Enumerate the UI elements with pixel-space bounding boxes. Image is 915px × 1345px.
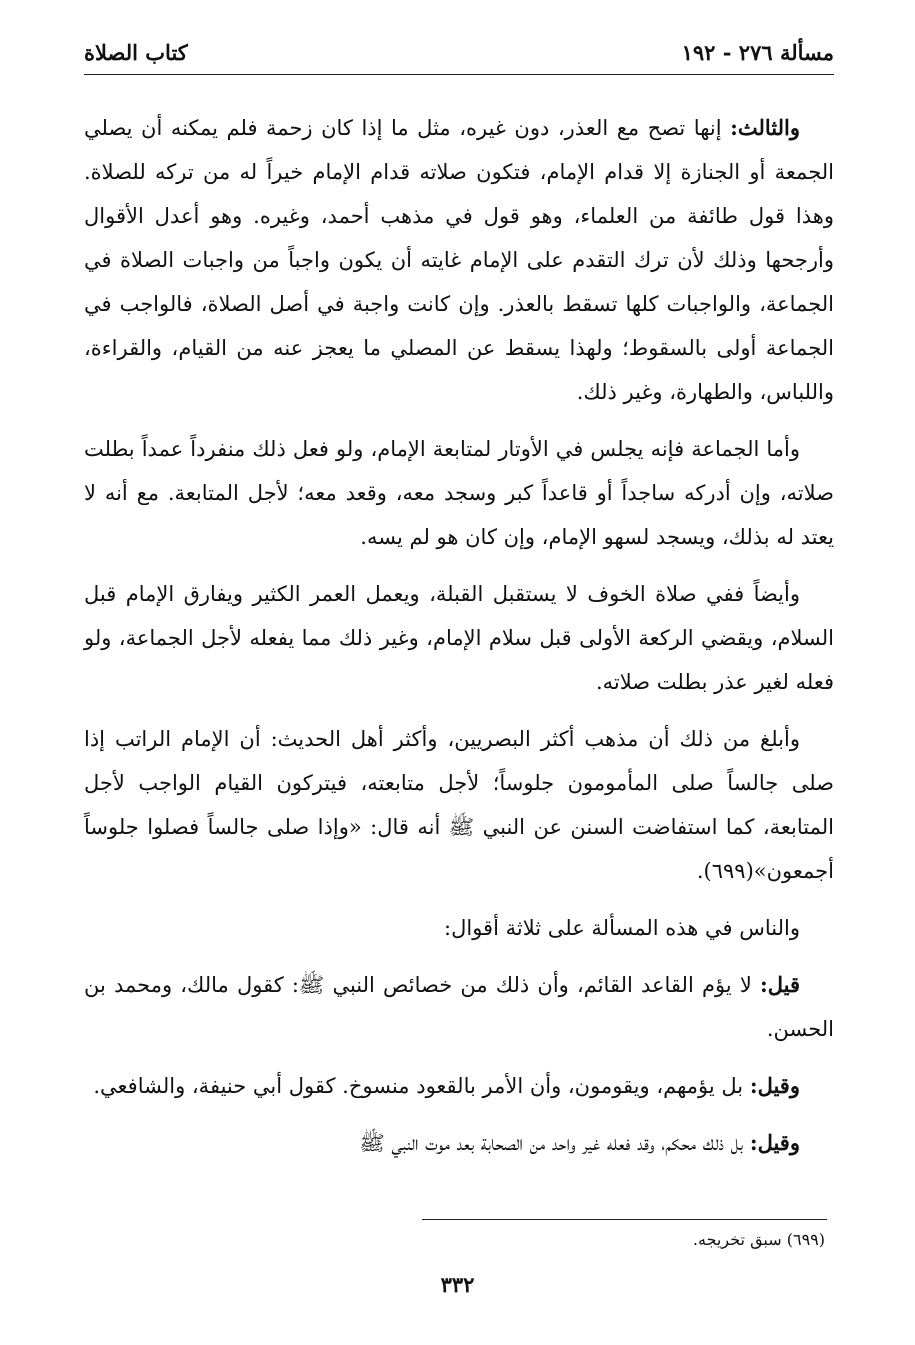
paragraph-congregation: [84, 427, 834, 559]
paragraph-lead: قيل:: [759, 972, 800, 997]
paragraph-body: بل ذلك محكم، وقد فعله غير واحد من الصحابة بعد موت النبي ﷺ: [359, 1131, 750, 1155]
paragraph-fear-prayer: [84, 572, 834, 704]
paragraph-lead: والثالث:: [730, 115, 800, 140]
main-text: [84, 106, 834, 1178]
paragraph-lead: وقيل:: [749, 1130, 800, 1155]
footnote: (٦٩٩) سبق تخريجه.: [692, 1230, 825, 1249]
paragraph-lead: وقيل:: [749, 1073, 800, 1098]
running-header: [84, 34, 834, 70]
paragraph-body: إنها تصح مع العذر، دون غيره، مثل ما إذا كان زحمة فلم يمكنه أن يصلي الجمعة أو الجنازة إلا قدام الإمام، فتكون صلاته قدام الإمام خيراً له من تركه للصلاة. وهذا قول طائفة من العلماء، وهو قول في مذهب أحمد، وغيره. وهو أعدل الأقوال وأرجحها وذلك لأن ترك التقدم على الإمام غايته أن يكون واجباً من واجبات الصلاة في الجماعة، والواجبات كلها تسقط بالعذر. وإن كانت واجبة في أصل الصلاة، فالواجب في الجماعة أولى بالسقوط؛ ولهذا يسقط عن المصلي ما يعجز عنه من القيام، والقراءة، واللباس، والطهارة، وغير ذلك.: [84, 116, 834, 404]
paragraph-body: لا يؤم القاعد القائم، وأن ذلك من خصائص النبي ﷺ: كقول مالك، ومحمد بن الحسن.: [84, 973, 834, 1041]
paragraph-body: والناس في هذه المسألة على ثلاثة أقوال:: [444, 916, 800, 940]
paragraph-body: وأبلغ من ذلك أن مذهب أكثر البصريين، وأكثر أهل الحديث: أن الإمام الراتب إذا صلى جالساً صلى المأمومون جلوساً؛ لأجل متابعته، فيتركون القيام الواجب لأجل المتابعة، كما استفاضت السنن عن النبي ﷺ أنه قال: «وإذا صلى جالساً فصلوا جلوساً أجمعون»(٦٩٩).: [84, 727, 834, 883]
page-number: ٣٣٢: [440, 1272, 475, 1297]
paragraph-opinion-two: [84, 1064, 834, 1108]
paragraph-body: وأما الجماعة فإنه يجلس في الأوتار لمتابعة الإمام، ولو فعل ذلك منفرداً عمداً بطلت صلاته، وإن أدركه ساجداً أو قاعداً كبر وسجد معه، وقعد معه؛ لأجل المتابعة. مع أنه لا يعتد له بذلك، ويسجد لسهو الإمام، وإن كان هو لم يسه.: [84, 437, 834, 549]
footnote-divider: [422, 1219, 827, 1220]
issue-number-label: مسألة ٢٧٦ - ١٩٢: [681, 39, 834, 65]
header-divider: [84, 74, 834, 75]
paragraph-body: بل يؤمهم، ويقومون، وأن الأمر بالقعود منسوخ. كقول أبي حنيفة، والشافعي.: [93, 1074, 750, 1098]
book-title: كتاب الصلاة: [84, 39, 188, 65]
paragraph-opinion-three: [84, 1121, 834, 1165]
paragraph-opinion-one: [84, 963, 834, 1051]
paragraph-body: وأيضاً ففي صلاة الخوف لا يستقبل القبلة، ويعمل العمر الكثير ويفارق الإمام قبل السلام، ويقضي الركعة الأولى قبل سلام الإمام، وغير ذلك مما يفعله لأجل الجماعة، ولو فعله لغير عذر بطلت صلاته.: [84, 582, 834, 694]
paragraph-three-opinions: [84, 906, 834, 950]
paragraph-basrians: [84, 717, 834, 893]
paragraph-third-opinion: [84, 106, 834, 414]
